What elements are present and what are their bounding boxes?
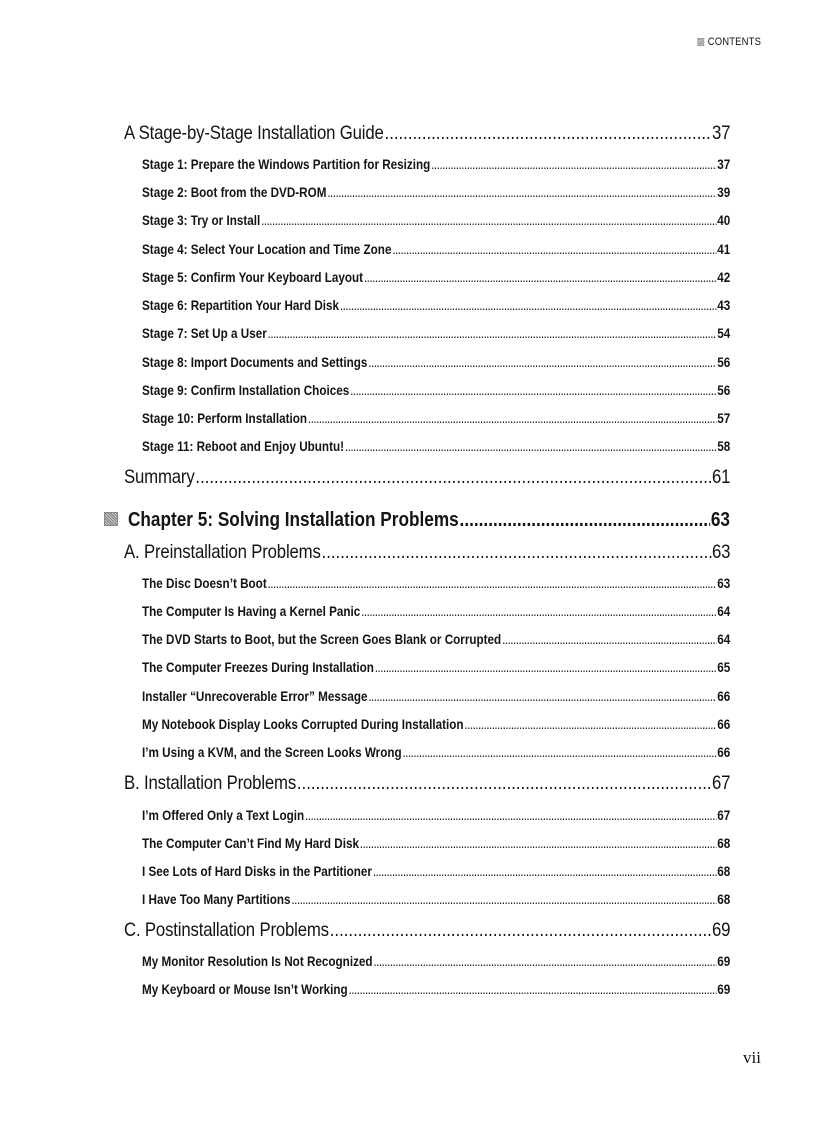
toc-entry-title: Stage 4: Select Your Location and Time Zone <box>142 242 392 257</box>
toc-row <box>142 604 730 619</box>
toc-subsection-entry <box>0 621 816 647</box>
toc-entry-title: My Monitor Resolution Is Not Recognized <box>142 954 373 969</box>
toc-entry-title: Installer “Unrecoverable Error” Message <box>142 689 368 704</box>
toc-entry-title: Chapter 5: Solving Installation Problems <box>128 509 459 531</box>
toc-entry-page-number: 66 <box>717 745 731 760</box>
toc-row <box>124 122 730 145</box>
toc-subsection-entry <box>0 678 816 704</box>
toc-entry-title: B. Installation Problems <box>124 772 297 794</box>
toc-entry-page-number: 63 <box>717 576 731 591</box>
toc-row <box>142 270 730 285</box>
toc-row <box>142 864 730 879</box>
toc-entry-page-number: 43 <box>717 298 731 313</box>
dot-leader <box>268 576 717 591</box>
dot-leader <box>350 383 716 398</box>
toc-entry-title: Stage 11: Reboot and Enjoy Ubuntu! <box>142 439 345 454</box>
toc-entry-title: I’m Offered Only a Text Login <box>142 808 305 823</box>
toc-entry-page-number: 41 <box>717 242 731 257</box>
dot-leader <box>345 439 717 454</box>
toc-subsection-entry <box>0 565 816 591</box>
toc-entry-title: The Disc Doesn’t Boot <box>142 576 267 591</box>
toc-section-entry <box>0 119 816 145</box>
toc-row <box>142 892 730 907</box>
toc-subsection-entry <box>0 853 816 879</box>
toc-row <box>142 954 730 969</box>
toc-entry-title: My Notebook Display Looks Corrupted During Installation <box>142 717 464 732</box>
dot-leader <box>361 604 716 619</box>
toc-entry-title: I’m Using a KVM, and the Screen Looks Wrong <box>142 745 402 760</box>
dot-leader <box>195 466 711 489</box>
toc-subsection-entry <box>0 428 816 454</box>
toc-subsection-entry <box>0 734 816 760</box>
toc-subsection-entry <box>0 287 816 313</box>
toc-row <box>142 689 730 704</box>
toc-entry-page-number: 61 <box>711 466 731 488</box>
toc-entry-title: I See Lots of Hard Disks in the Partitioner <box>142 864 372 879</box>
toc-entry-page-number: 69 <box>717 954 731 969</box>
toc-entry-page-number: 68 <box>717 836 731 851</box>
dot-leader <box>431 157 716 172</box>
toc-entry-title: Stage 2: Boot from the DVD-ROM <box>142 185 327 200</box>
toc-entry-title: The Computer Is Having a Kernel Panic <box>142 604 361 619</box>
toc-row <box>142 185 730 200</box>
toc-entry-page-number: 68 <box>717 864 731 879</box>
toc-entry-title: The DVD Starts to Boot, but the Screen Goes Blank or Corrupted <box>142 632 502 647</box>
toc-entry-page-number: 56 <box>717 355 731 370</box>
toc-entry-title: Stage 9: Confirm Installation Choices <box>142 383 350 398</box>
toc-row <box>128 509 730 532</box>
toc-entry-title: My Keyboard or Mouse Isn’t Working <box>142 982 348 997</box>
toc-entry-title: The Computer Can’t Find My Hard Disk <box>142 836 359 851</box>
dot-leader <box>305 808 716 823</box>
dot-leader <box>261 213 716 228</box>
dot-leader <box>327 185 716 200</box>
dot-leader <box>291 892 716 907</box>
toc-entry-title: Stage 6: Repartition Your Hard Disk <box>142 298 340 313</box>
toc-row <box>142 632 730 647</box>
toc-entry-title: Stage 7: Set Up a User <box>142 326 267 341</box>
toc-subsection-entry <box>0 825 816 851</box>
toc-subsection-entry <box>0 174 816 200</box>
toc-subsection-entry <box>0 259 816 285</box>
toc-subsection-entry <box>0 400 816 426</box>
toc-entry-page-number: 67 <box>717 808 731 823</box>
dot-leader <box>297 772 711 795</box>
toc-entry-page-number: 58 <box>717 439 731 454</box>
toc-entry-title: Stage 5: Confirm Your Keyboard Layout <box>142 270 364 285</box>
toc-row <box>142 383 730 398</box>
toc-row <box>142 411 730 426</box>
toc-row <box>142 982 730 997</box>
toc-entry-title: I Have Too Many Partitions <box>142 892 291 907</box>
toc-subsection-entry <box>0 344 816 370</box>
dot-leader <box>460 509 710 532</box>
toc-entry-page-number: 64 <box>717 604 731 619</box>
toc-row <box>142 157 730 172</box>
toc-row <box>124 919 730 942</box>
toc-entry-title: Stage 8: Import Documents and Settings <box>142 355 368 370</box>
dot-leader <box>368 689 716 704</box>
toc-subsection-entry <box>0 372 816 398</box>
dot-leader <box>368 355 716 370</box>
toc-subsection-entry <box>0 943 816 969</box>
toc-subsection-entry <box>0 881 816 907</box>
dot-leader <box>373 954 716 969</box>
toc-entry-page-number: 66 <box>717 689 731 704</box>
toc-row <box>142 355 730 370</box>
toc-entry-page-number: 63 <box>711 541 731 563</box>
chapter-square-icon <box>104 512 118 526</box>
toc-row <box>142 242 730 257</box>
toc-row <box>142 213 730 228</box>
toc-entry-page-number: 37 <box>717 157 731 172</box>
toc-entry-page-number: 65 <box>717 660 731 675</box>
toc-row <box>142 717 730 732</box>
section-square-icon <box>697 38 704 46</box>
toc-entry-page-number: 69 <box>711 919 731 941</box>
dot-leader <box>360 836 717 851</box>
toc-subsection-entry <box>0 797 816 823</box>
toc-subsection-entry <box>0 202 816 228</box>
toc-entry-title: C. Postinstallation Problems <box>124 919 329 941</box>
toc-row <box>142 298 730 313</box>
toc-entry-title: Summary <box>124 466 195 488</box>
toc-section-entry <box>0 538 816 564</box>
toc-entry-title: A Stage-by-Stage Installation Guide <box>124 122 384 144</box>
toc-entry-page-number: 67 <box>711 772 731 794</box>
toc-row <box>124 466 730 489</box>
dot-leader <box>340 298 716 313</box>
toc-row <box>124 541 730 564</box>
page-folio: vii <box>743 1048 761 1067</box>
toc-chapter-entry <box>0 506 816 532</box>
dot-leader <box>392 242 716 257</box>
dot-leader <box>268 326 717 341</box>
toc-entry-title: The Computer Freezes During Installation <box>142 660 374 675</box>
toc-subsection-entry <box>0 971 816 997</box>
running-head-label: CONTENTS <box>707 36 761 48</box>
toc-entry-page-number: 69 <box>717 982 731 997</box>
toc-entry-page-number: 37 <box>711 122 731 144</box>
toc-section-entry <box>0 463 816 489</box>
toc-entry-page-number: 68 <box>717 892 731 907</box>
toc-subsection-entry <box>0 231 816 257</box>
toc-entry-title: A. Preinstallation Problems <box>124 541 321 563</box>
toc-entry-page-number: 56 <box>717 383 731 398</box>
toc-entry-page-number: 64 <box>717 632 731 647</box>
toc-entry-page-number: 39 <box>717 185 731 200</box>
toc-row <box>124 772 730 795</box>
running-head <box>697 36 761 48</box>
toc-entry-page-number: 54 <box>717 326 731 341</box>
dot-leader <box>364 270 716 285</box>
dot-leader <box>308 411 717 426</box>
dot-leader <box>502 632 716 647</box>
toc-subsection-entry <box>0 649 816 675</box>
dot-leader <box>322 541 712 564</box>
dot-leader <box>385 122 712 145</box>
dot-leader <box>375 660 717 675</box>
toc-entry-title: Stage 3: Try or Install <box>142 213 261 228</box>
toc-entry-page-number: 42 <box>717 270 731 285</box>
toc-entry-title: Stage 10: Perform Installation <box>142 411 308 426</box>
dot-leader <box>349 982 717 997</box>
dot-leader <box>373 864 717 879</box>
toc-entry-page-number: 66 <box>717 717 731 732</box>
toc-subsection-entry <box>0 593 816 619</box>
toc-row <box>142 326 730 341</box>
dot-leader <box>330 919 711 942</box>
dot-leader <box>464 717 716 732</box>
toc-row <box>142 745 730 760</box>
toc-entry-title: Stage 1: Prepare the Windows Partition for Resizing <box>142 157 431 172</box>
toc-row <box>142 576 730 591</box>
toc-section-entry <box>0 916 816 942</box>
toc-entry-page-number: 57 <box>717 411 731 426</box>
toc-entry-page-number: 63 <box>710 509 730 531</box>
toc-subsection-entry <box>0 706 816 732</box>
toc-row <box>142 808 730 823</box>
toc-subsection-entry <box>0 315 816 341</box>
toc-row <box>142 439 730 454</box>
toc-section-entry <box>0 769 816 795</box>
toc-row <box>142 836 730 851</box>
dot-leader <box>402 745 716 760</box>
toc-entry-page-number: 40 <box>717 213 731 228</box>
toc-subsection-entry <box>0 146 816 172</box>
toc-row <box>142 660 730 675</box>
